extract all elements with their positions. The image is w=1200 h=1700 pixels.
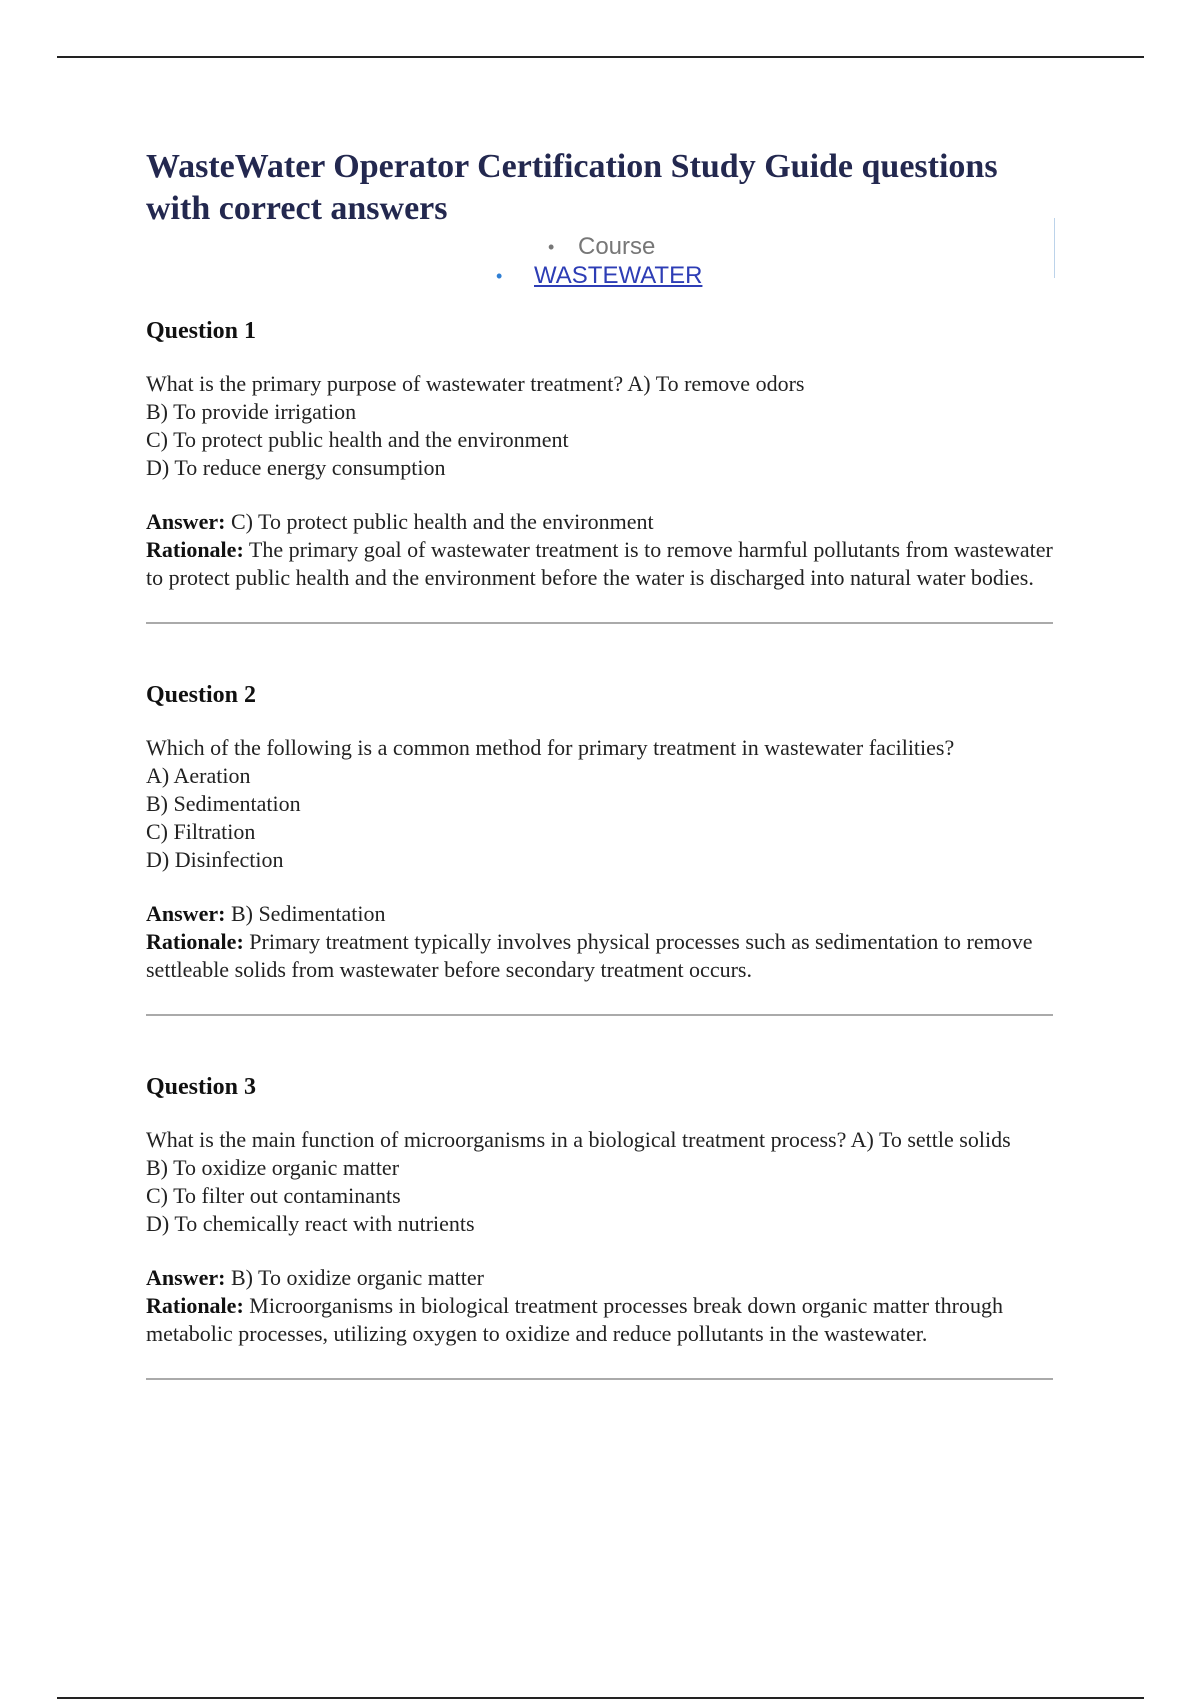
answer-section bbox=[146, 1264, 1056, 1348]
answer-section bbox=[146, 900, 1056, 984]
question-prompt: What is the main function of microorganisms in a biological treatment process? A) To settle solids bbox=[146, 1127, 1011, 1152]
rationale-text: Microorganisms in biological treatment processes break down organic matter through metabolic processes, utilizing oxygen to oxidize and reduce pollutants in the wastewater. bbox=[146, 1293, 1003, 1346]
question-title: Question 1 bbox=[146, 318, 257, 344]
question-prompt: What is the primary purpose of wastewater treatment? A) To remove odors bbox=[146, 371, 805, 396]
section-divider bbox=[146, 1378, 1053, 1380]
answer-option: B) To provide irrigation bbox=[146, 399, 357, 424]
question-title: Question 2 bbox=[146, 682, 257, 708]
page-bottom-rule bbox=[57, 1697, 1144, 1699]
answer-option: A) Aeration bbox=[146, 763, 251, 788]
breadcrumb-course bbox=[548, 232, 656, 262]
rationale-label: Rationale: bbox=[146, 929, 244, 954]
section-divider bbox=[146, 1014, 1053, 1016]
rationale-text: Primary treatment typically involves physical processes such as sedimentation to remove settleable solids from wastewater before secondary treatment occurs. bbox=[146, 929, 1033, 982]
rationale-line bbox=[146, 536, 1056, 592]
breadcrumb-course-link-item bbox=[496, 261, 703, 291]
answer-label: Answer: bbox=[146, 509, 226, 534]
question-block bbox=[146, 1072, 1056, 1380]
answer-value: C) To protect public health and the environment bbox=[230, 509, 654, 534]
answer-line bbox=[146, 900, 1056, 928]
page-top-rule bbox=[57, 56, 1144, 58]
question-title: Question 3 bbox=[146, 1074, 257, 1100]
answer-option: B) To oxidize organic matter bbox=[146, 1155, 400, 1180]
rationale-text: The primary goal of wastewater treatment is to remove harmful pollutants from wastewater to protect public health and the environment before the water is discharged into natural water bodies. bbox=[146, 537, 1053, 590]
answer-value: B) To oxidize organic matter bbox=[230, 1265, 484, 1290]
answer-section bbox=[146, 508, 1056, 592]
question-block bbox=[146, 316, 1056, 624]
answer-option: C) Filtration bbox=[146, 819, 256, 844]
answer-option: D) Disinfection bbox=[146, 847, 284, 872]
breadcrumb bbox=[146, 232, 1056, 294]
question-block bbox=[146, 680, 1056, 1016]
section-divider bbox=[146, 622, 1053, 624]
course-link[interactable]: WASTEWATER bbox=[534, 262, 703, 289]
answer-value: B) Sedimentation bbox=[230, 901, 386, 926]
answer-option: C) To filter out contaminants bbox=[146, 1183, 401, 1208]
answer-line bbox=[146, 1264, 1056, 1292]
rationale-line bbox=[146, 1292, 1056, 1348]
answer-option: B) Sedimentation bbox=[146, 791, 301, 816]
answer-option: D) To chemically react with nutrients bbox=[146, 1211, 475, 1236]
question-prompt: Which of the following is a common method for primary treatment in wastewater facilities? bbox=[146, 735, 955, 760]
answer-label: Answer: bbox=[146, 901, 226, 926]
bullet-icon: • bbox=[496, 266, 503, 286]
answer-option: C) To protect public health and the environment bbox=[146, 427, 569, 452]
document-body bbox=[146, 146, 1056, 1380]
rationale-line bbox=[146, 928, 1056, 984]
answer-label: Answer: bbox=[146, 1265, 226, 1290]
rationale-label: Rationale: bbox=[146, 1293, 244, 1318]
rationale-label: Rationale: bbox=[146, 537, 244, 562]
bullet-icon: • bbox=[548, 237, 555, 257]
answer-option: D) To reduce energy consumption bbox=[146, 455, 446, 480]
course-label: Course bbox=[578, 233, 656, 260]
breadcrumb-divider bbox=[1054, 218, 1055, 278]
answer-line bbox=[146, 508, 1056, 536]
page-title: WasteWater Operator Certification Study Guide questions with correct answers bbox=[146, 148, 998, 227]
